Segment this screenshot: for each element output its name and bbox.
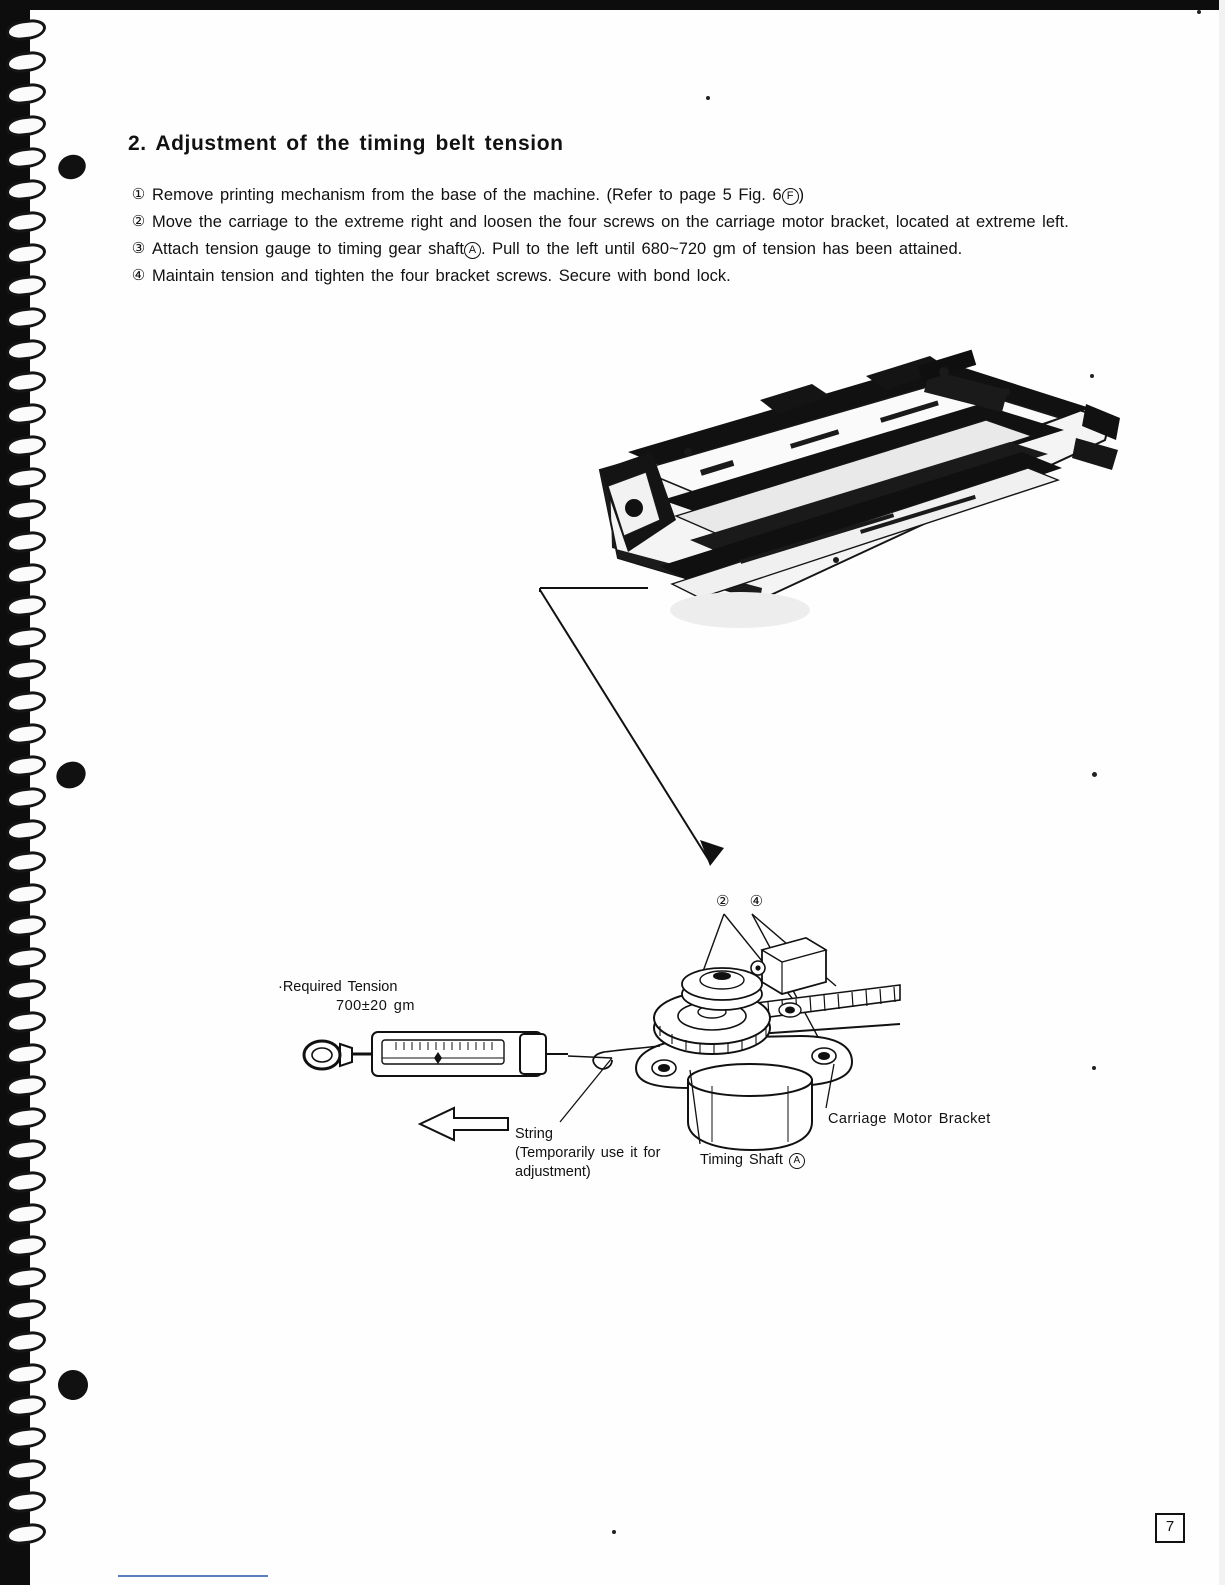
carriage-motor <box>688 1064 812 1150</box>
spiral-ring <box>6 274 46 299</box>
spiral-ring <box>6 658 46 683</box>
step-text-tail: . Pull to the left until 680~720 gm of tension has been attained. <box>480 240 963 258</box>
screw-callout-lines <box>672 914 836 1056</box>
scan-speck <box>1197 10 1201 14</box>
spiral-ring <box>6 370 46 395</box>
spiral-ring <box>6 1458 46 1483</box>
step-number: ② <box>131 213 146 230</box>
string-label <box>515 1125 660 1182</box>
spiral-ring <box>6 114 46 139</box>
pull-direction-arrow <box>420 1108 508 1140</box>
spiral-ring <box>6 786 46 811</box>
timing-gear-pulley <box>654 992 770 1054</box>
spiral-ring <box>6 18 46 43</box>
circled-letter-f: F <box>782 188 799 205</box>
scan-edge-top <box>0 0 1225 10</box>
timing-belt <box>700 985 900 1038</box>
string-label-line1: String <box>515 1126 553 1142</box>
spiral-ring <box>6 50 46 75</box>
carriage-motor-bracket-plate <box>636 1036 852 1088</box>
spiral-ring <box>6 946 46 971</box>
step-text-tail: ) <box>798 186 805 204</box>
callout-leader-arrow <box>540 588 710 862</box>
step-text <box>152 236 1128 262</box>
spiral-ring <box>6 1010 46 1035</box>
binder-hole <box>55 151 90 183</box>
spiral-ring <box>6 754 46 779</box>
spiral-ring <box>6 146 46 171</box>
spiral-ring <box>6 1298 46 1323</box>
list-item <box>128 263 1128 289</box>
scan-speck <box>706 96 710 100</box>
spiral-ring <box>6 1138 46 1163</box>
spiral-binding <box>6 20 46 1570</box>
paper-right-edge <box>1219 0 1225 1585</box>
step-number: ① <box>131 186 146 203</box>
tension-gauge <box>304 1032 568 1076</box>
scan-speck <box>612 1530 616 1534</box>
adjustment-string <box>568 1046 660 1069</box>
spiral-ring <box>6 1362 46 1387</box>
spiral-ring <box>6 178 46 203</box>
printer-mechanism-photo <box>600 350 1120 628</box>
step-text-main: Attach tension gauge to timing gear shaft <box>152 240 464 258</box>
spiral-ring <box>6 562 46 587</box>
step-number: ④ <box>131 267 146 284</box>
spiral-ring <box>6 434 46 459</box>
label-leader-lines <box>560 1058 834 1144</box>
spiral-ring <box>6 210 46 235</box>
leader-arrowhead <box>700 840 724 866</box>
carriage-motor-bracket-label: Carriage Motor Bracket <box>828 1111 991 1127</box>
spiral-ring <box>6 402 46 427</box>
timing-shaft-label <box>700 1151 805 1170</box>
belt-tensioner-block <box>751 938 826 994</box>
scan-artifact-line <box>118 1575 268 1577</box>
spiral-ring <box>6 1522 46 1547</box>
binder-hole <box>52 757 90 793</box>
spiral-ring <box>6 626 46 651</box>
text-content <box>128 132 1128 290</box>
spiral-ring <box>6 978 46 1003</box>
spiral-ring <box>6 1234 46 1259</box>
step-text <box>152 182 1128 208</box>
circled-letter-a: A <box>789 1153 805 1169</box>
page-title: 2. Adjustment of the timing belt tension <box>128 132 564 155</box>
spiral-ring <box>6 1394 46 1419</box>
spiral-ring <box>6 498 46 523</box>
step-text: Maintain tension and tighten the four bracket screws. Secure with bond lock. <box>152 267 731 285</box>
scan-speck <box>1090 374 1094 378</box>
string-label-line3: adjustment) <box>515 1164 591 1180</box>
step-text: Move the carriage to the extreme right and loosen the four screws on the carriage motor bracket, located at extreme left. <box>152 213 1069 231</box>
binder-hole <box>55 1367 92 1404</box>
spiral-ring <box>6 914 46 939</box>
spiral-ring <box>6 1330 46 1355</box>
spiral-ring <box>6 1106 46 1131</box>
list-item <box>128 236 1128 262</box>
spiral-ring <box>6 82 46 107</box>
spiral-ring <box>6 306 46 331</box>
spiral-ring <box>6 1074 46 1099</box>
spiral-ring <box>6 530 46 555</box>
spiral-ring <box>6 466 46 491</box>
screw-callout-numbers: ② ④ <box>716 893 772 910</box>
timing-shaft-text: Timing Shaft <box>700 1152 783 1168</box>
spiral-ring <box>6 722 46 747</box>
circled-letter-a: A <box>464 242 481 259</box>
spiral-ring <box>6 242 46 267</box>
string-label-line2: (Temporarily use it for <box>515 1145 661 1161</box>
spiral-ring <box>6 1490 46 1515</box>
bracket-screws <box>652 989 836 1076</box>
required-tension-label <box>278 978 415 1016</box>
list-item <box>128 182 1128 208</box>
spiral-ring <box>6 594 46 619</box>
spiral-ring <box>6 1170 46 1195</box>
spiral-ring <box>6 1042 46 1067</box>
spiral-ring <box>6 882 46 907</box>
list-item <box>128 209 1128 235</box>
required-tension-title: ·Required Tension <box>278 979 398 995</box>
step-text-main: Remove printing mechanism from the base of the machine. (Refer to page 5 Fig. 6 <box>152 186 782 204</box>
spiral-ring <box>6 850 46 875</box>
required-tension-value: 700±20 gm <box>336 998 415 1014</box>
scan-speck <box>1092 1066 1096 1070</box>
timing-gear-upper <box>682 968 762 1010</box>
tension-adjustment-detail <box>304 914 900 1150</box>
spiral-ring <box>6 338 46 363</box>
instruction-list <box>128 182 1128 289</box>
spiral-ring <box>6 690 46 715</box>
spiral-ring <box>6 818 46 843</box>
spiral-ring <box>6 1266 46 1291</box>
step-number: ③ <box>131 240 146 257</box>
scan-speck <box>1092 772 1097 777</box>
spiral-ring <box>6 1426 46 1451</box>
page-number: 7 <box>1155 1513 1185 1543</box>
spiral-ring <box>6 1202 46 1227</box>
